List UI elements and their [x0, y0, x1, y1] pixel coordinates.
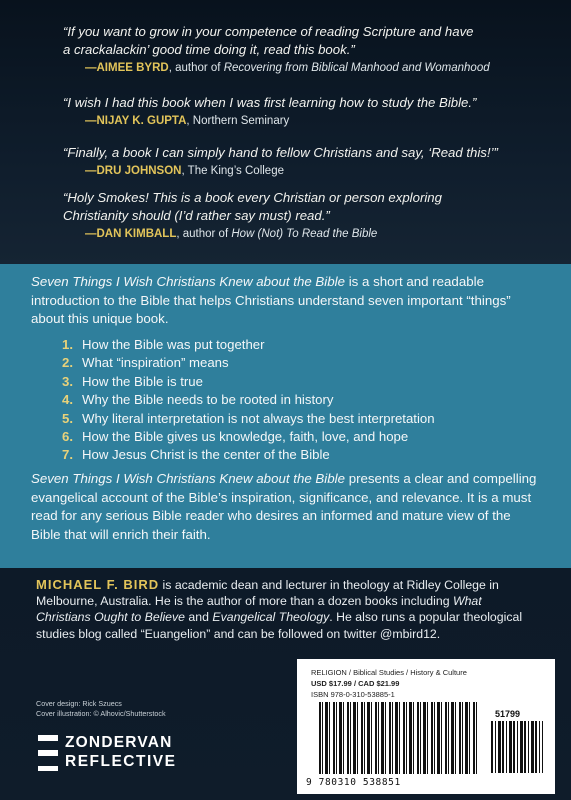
- endorsement-attribution: —DAN KIMBALL, author of How (Not) To Read the Bible: [85, 228, 378, 240]
- back-cover-footer: [0, 568, 571, 800]
- endorsements-panel: [0, 0, 571, 264]
- endorsement-quote: Christianity should (I’d rather say must) read.”: [63, 208, 330, 223]
- barcode-box: [297, 659, 555, 794]
- endorsement-2: [63, 94, 476, 130]
- logo-mark-icon: [38, 750, 58, 756]
- endorsement-4: [63, 189, 442, 243]
- bisac-category: RELIGION / Biblical Studies / History & Culture: [311, 668, 467, 677]
- cover-credits: [36, 699, 166, 719]
- book-title: Seven Things I Wish Christians Knew about the Bible: [31, 274, 345, 289]
- endorser-name: —DAN KIMBALL: [85, 228, 177, 240]
- logo-mark-icon: [38, 766, 58, 771]
- list-item: 2. What “inspiration” means: [62, 355, 229, 371]
- publisher-logo: [38, 732, 218, 772]
- seven-things-list: [62, 336, 435, 465]
- publisher-name: ZONDERVAN: [65, 734, 173, 751]
- list-item: 4. Why the Bible needs to be rooted in history: [62, 392, 334, 408]
- barcode-digits: 9 780310 538851: [306, 777, 401, 788]
- list-item: 1. How the Bible was put together: [62, 337, 265, 352]
- book-title: Seven Things I Wish Christians Knew about the Bible: [31, 471, 345, 486]
- endorsement-quote: “Holy Smokes! This is a book every Christian or person exploring: [63, 190, 442, 205]
- list-item: 7. How Jesus Christ is the center of the Bible: [62, 447, 330, 463]
- author-bio: MICHAEL F. BIRD is academic dean and lecturer in theology at Ridley College in Melbourne, Australia. He is the author of more than a dozen books including What Christians Ought to Believe and Evangelical Theology. He also runs a popular theological studies blog called “Euangelion” and can be followed on twitter @mbird12.: [36, 577, 523, 641]
- endorsement-quote: a crackalackin’ good time doing it, read this book.”: [63, 42, 355, 57]
- logo-mark-icon: [38, 735, 58, 741]
- endorsement-attribution: —AIMEE BYRD, author of Recovering from Biblical Manhood and Womanhood: [85, 62, 490, 74]
- endorser-name: —DRU JOHNSON: [85, 165, 182, 177]
- price: USD $17.99 / CAD $21.99: [311, 679, 400, 688]
- isbn: ISBN 978-0-310-53885-1: [311, 690, 395, 699]
- endorser-name: —NIJAY K. GUPTA: [85, 115, 187, 127]
- cover-design-credit: Cover design: Rick Szuecs: [36, 699, 122, 708]
- list-item: 5. Why literal interpretation is not always the best interpretation: [62, 410, 435, 426]
- author-name: MICHAEL F. BIRD: [36, 577, 160, 592]
- endorsement-attribution: —DRU JOHNSON, The King’s College: [85, 165, 284, 177]
- barcode-bars: [319, 702, 479, 774]
- cover-illustration-credit: Cover illustration: © Alhovic/Shutterstock: [36, 709, 166, 718]
- summary-paragraph: Seven Things I Wish Christians Knew about the Bible presents a clear and compelling evangelical account of the Bible’s inspiration, significance, and relevance. It is a must read for any serious Bible reader who desires an informed and mature view of the Bible that will enrich their faith.: [31, 471, 537, 542]
- endorsement-quote: “Finally, a book I can simply hand to fellow Christians and say, ‘Read this!’”: [63, 145, 498, 160]
- intro-paragraph: Seven Things I Wish Christians Knew about the Bible is a short and readable introduction to the Bible that helps Christians understand seven important “things” about this unique book.: [31, 274, 511, 326]
- endorsement-3: [63, 144, 498, 180]
- endorsement-quote: “If you want to grow in your competence of reading Scripture and have: [63, 24, 474, 39]
- endorsement-quote: “I wish I had this book when I was first learning how to study the Bible.”: [63, 95, 477, 110]
- publisher-imprint: REFLECTIVE: [65, 753, 177, 770]
- list-item: 6. How the Bible gives us knowledge, faith, love, and hope: [62, 428, 409, 444]
- addon-barcode-bars: [491, 721, 543, 773]
- list-item: 3. How the Bible is true: [62, 373, 203, 389]
- endorser-name: —AIMEE BYRD: [85, 62, 169, 74]
- description-panel: [0, 264, 571, 568]
- endorsement-attribution: —NIJAY K. GUPTA, Northern Seminary: [85, 115, 290, 127]
- price-addon-code: 51799: [495, 709, 521, 719]
- endorsement-1: [63, 23, 490, 77]
